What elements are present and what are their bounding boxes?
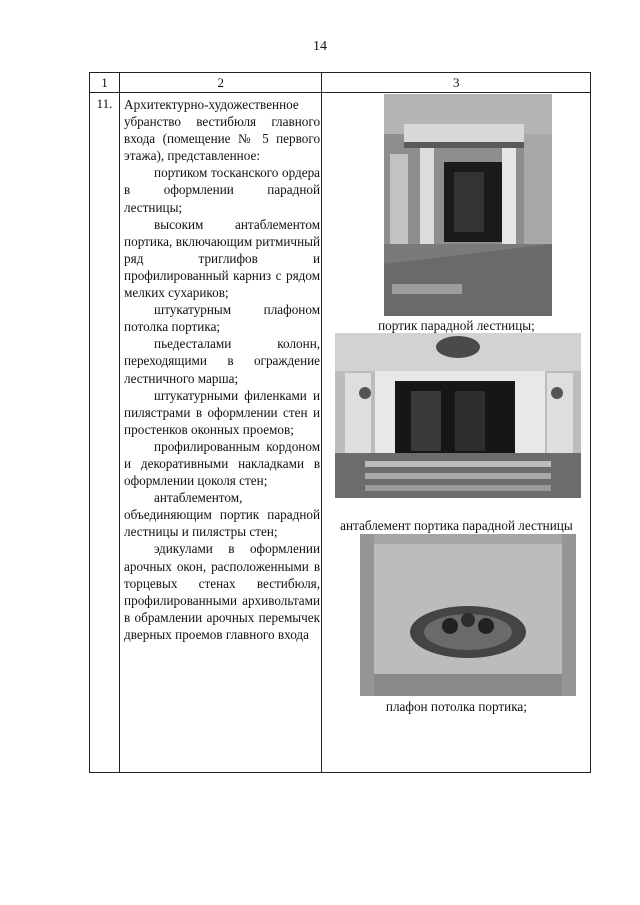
header-col-3: 3 [322,73,591,93]
description-item: портиком тосканского ордера в оформлении парадной лестницы; [124,165,321,215]
description-text [120,93,323,643]
table-row [90,93,591,773]
photo-portico-entablature [335,333,581,498]
description-item: высоким антаблементом портика, включающим ритмичный ряд триглифов и профилированный карниз с рядом мелких сухариков; [124,216,321,301]
page-number: 14 [313,39,327,54]
heritage-table [89,72,591,773]
table-header-row [90,73,591,93]
photo-ceiling-plafond [360,534,576,696]
header-col-2: 2 [120,73,322,93]
photos-cell [322,93,591,773]
photo-caption: антаблемент портика парадной лестницы [340,518,573,533]
description-item: штукатурными филенками и пилястрами в оформлении стен и простенков оконных проемов; [124,387,321,437]
description-cell [120,93,322,773]
description-item: пьедесталами колонн, переходящими в ограждение лестничного марша; [124,336,321,386]
description-item: штукатурным плафоном потолка портика; [124,302,321,335]
photo-caption: портик парадной лестницы; [378,318,535,333]
description-intro: Архитектурно-художественное убранство вестибюля главного входа (помещение № 5 первого этажа), представленное: [124,97,321,164]
description-item: антаблементом, объединяющим портик парадной лестницы и пилястры стен; [124,490,321,540]
description-item: эдикулами в оформлении арочных окон, расположенными в торцевых стенах вестибюля, профилированными архивольтами в обрамлении арочных перемычек дверных проемов главного входа [124,541,321,642]
row-number: 11. [90,93,120,773]
photo-caption: плафон потолка портика; [385,699,527,714]
photo-staircase-portico [384,94,552,316]
description-item: профилированным кордоном и декоративными накладками в оформлении цоколя стен; [124,438,321,489]
header-col-1: 1 [90,73,120,93]
